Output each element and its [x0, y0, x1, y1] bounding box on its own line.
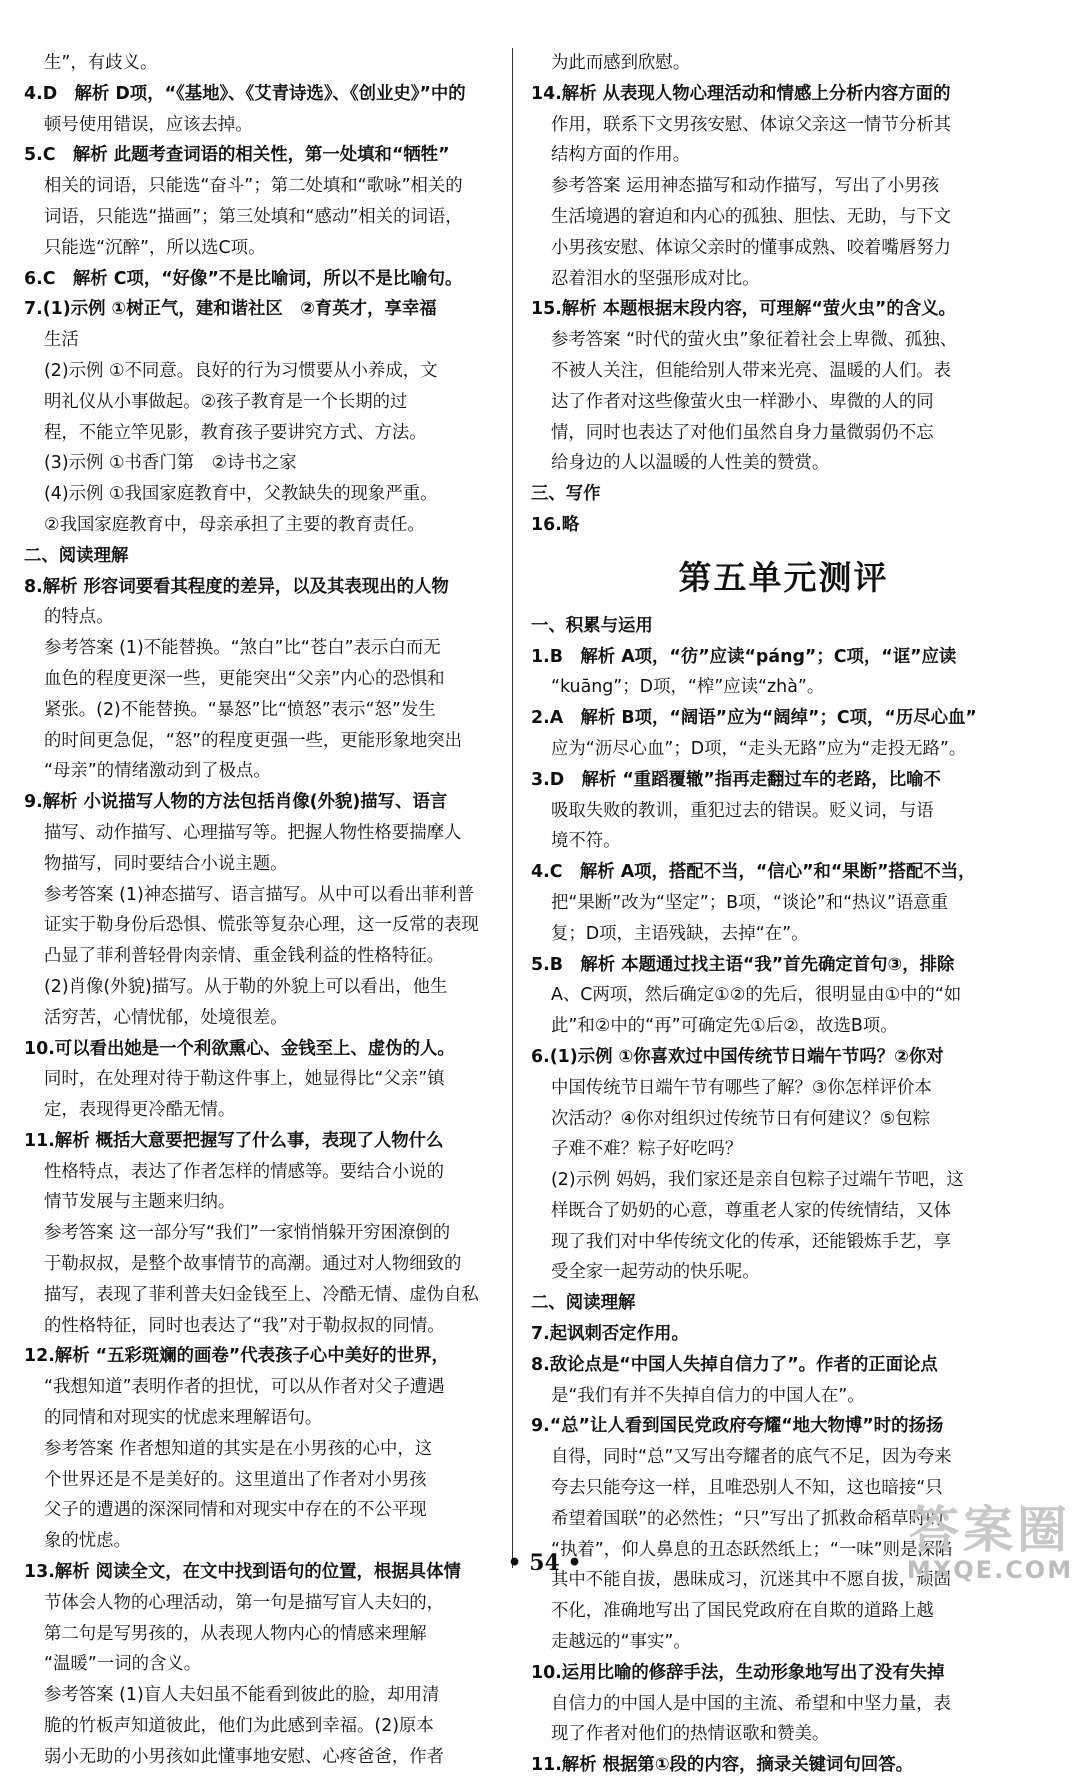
- text-line: 现了作者对他们的热情讴歌和赞美。: [551, 1724, 830, 1745]
- text-line: 给身边的人以温暖的人性美的赞赏。: [551, 453, 830, 474]
- text-line: 3.D 解析 “重蹈覆辙”指再走翻过车的老路，比喻不: [531, 769, 941, 790]
- section-heading: 二、阅读理解: [24, 545, 129, 566]
- text-line: (2)肖像(外貌)描写。从于勒的外貌上可以看出，他生: [44, 976, 448, 997]
- text-line: 生活: [44, 330, 79, 351]
- text-line: 应为“沥尽心血”；D项，“走头无路”应为“走投无路”。: [551, 738, 967, 759]
- text-line: 忍着泪水的坚强形成对比。: [551, 268, 760, 289]
- text-line: 其中不能自拔，愚昧成习，沉迷其中不愿自拔，顽固: [551, 1570, 951, 1591]
- text-line: 活穷苦，心情忧郁，处境很差。: [44, 1007, 288, 1028]
- text-line: 16.略: [531, 514, 580, 535]
- text-line: 参考答案 (1)不能替换。“煞白”比“苍白”表示白而无: [44, 638, 441, 659]
- text-line: 6.(1)示例 ①你喜欢过中国传统节日端午节吗？②你对: [531, 1046, 944, 1067]
- text-line: 参考答案 (1)盲人夫妇虽不能看到彼此的脸，却用清: [44, 1685, 440, 1706]
- text-line: 参考答案 这一部分写“我们”一家悄悄躲开穷困潦倒的: [44, 1223, 451, 1244]
- section-heading: 二、阅读理解: [531, 1293, 636, 1314]
- text-line: 的特点。: [44, 607, 114, 628]
- section-heading: 三、写作: [531, 484, 601, 505]
- text-line: 的时间更急促，“怒”的程度更强一些，更能形象地突出: [44, 730, 463, 751]
- text-line: “我想知道”表明作者的担忧，可以从作者对父子遭遇: [44, 1377, 445, 1398]
- text-line: 2.A 解析 B项，“阔语”应为“阔绰”；C项，“历尽心血”: [531, 708, 977, 729]
- text-line: 参考答案 运用神态描写和动作描写，写出了小男孩: [551, 176, 940, 197]
- text-line: 物描写，同时要结合小说主题。: [44, 853, 288, 874]
- text-line: 9.解析 小说描写人物的方法包括肖像(外貌)描写、语言: [24, 792, 448, 813]
- text-line: (2)示例 ①不同意。良好的行为习惯要从小养成，文: [44, 360, 438, 381]
- text-line: 把“果断”改为“坚定”；B项，“谈论”和“热议”语意重: [551, 892, 949, 913]
- text-line: 自得，同时“总”又写出夸耀者的底气不足，因为夸来: [551, 1447, 952, 1468]
- page-number: • 54 •: [507, 1550, 582, 1576]
- text-line: 参考答案 作者想知道的其实是在小男孩的心中，这: [44, 1438, 433, 1459]
- text-line: 夸去只能夸这一样，且唯恐别人不知，这也暗接“只: [551, 1478, 943, 1499]
- text-line: 希望着国联”的必然性；“只”写出了抓救命稻草时的: [551, 1508, 944, 1529]
- text-line: 12.解析 “五彩斑斓的画卷”代表孩子心中美好的世界，: [24, 1346, 449, 1367]
- text-line: 6.C 解析 C项，“好像”不是比喻词，所以不是比喻句。: [24, 268, 463, 289]
- text-line: 弱小无助的小男孩如此懂事地安慰、心疼爸爸，作者: [44, 1746, 444, 1767]
- text-line: 节体会人物的心理活动，第一句是描写盲人夫妇的，: [44, 1592, 444, 1613]
- right-column-bottom: [531, 611, 1036, 1781]
- text-line: 吸取失败的教训，重犯过去的错误。贬义词，与语: [551, 800, 934, 821]
- text-line: 此”和②中的“再”可确定先①后②，故选B项。: [551, 1016, 898, 1037]
- left-column: [24, 48, 529, 1773]
- text-line: 血色的程度更深一些，更能突出“父亲”内心的恐惧和: [44, 668, 445, 689]
- text-line: 走越远的“事实”。: [551, 1632, 691, 1653]
- right-column-top: [531, 48, 1036, 541]
- text-line: (2)示例 妈妈，我们家还是亲自包粽子过端午节吧，这: [551, 1170, 964, 1191]
- text-line: 5.C 解析 此题考查词语的相关性，第一处填和“牺牲”: [24, 145, 450, 166]
- text-line: 个世界还是不是美好的。这里道出了作者对小男孩: [44, 1469, 427, 1490]
- text-line: 小男孩安慰、体谅父亲时的懂事成熟、咬着嘴唇努力: [551, 237, 951, 258]
- text-line: 样既合了奶奶的心意，尊重老人家的传统情结，又体: [551, 1200, 951, 1221]
- text-line: 证实于勒身份后恐惧、慌张等复杂心理，这一反常的表现: [44, 915, 479, 936]
- text-line: 13.解析 阅读全文，在文中找到语句的位置，根据具体情: [24, 1562, 461, 1583]
- text-line: 11.解析 概括大意要把握写了什么事，表现了人物什么: [24, 1130, 444, 1151]
- text-line: 词语，只能选“描画”；第三处填和“感动”相关的词语，: [44, 206, 463, 227]
- text-line: “执着”，仰人鼻息的丑态跃然纸上；“一味”则是深陷: [551, 1539, 953, 1560]
- text-line: 7.起讽刺否定作用。: [531, 1324, 689, 1345]
- text-line: 中国传统节日端午节有哪些了解？③你怎样评价本: [551, 1077, 932, 1098]
- text-line: 达了作者对这些像萤火虫一样渺小、卑微的人的同: [551, 391, 934, 412]
- text-line: 10.运用比喻的修辞手法，生动形象地写出了没有失掉: [531, 1662, 945, 1683]
- unit-title: 第五单元测评: [678, 557, 889, 597]
- text-line: 情，同时也表达了对他们虽然自身力量微弱仍不忘: [551, 422, 934, 443]
- text-line: 受全家一起劳动的快乐呢。: [551, 1262, 760, 1283]
- text-line: 15.解析 本题根据末段内容，可理解“萤火虫”的含义。: [531, 299, 956, 320]
- text-line: 于勒叔叔，是整个故事情节的高潮。通过对人物细致的: [44, 1254, 462, 1275]
- text-line: 结构方面的作用。: [551, 145, 691, 166]
- text-line: 同时，在处理对待于勒这件事上，她显得比“父亲”镇: [44, 1069, 445, 1090]
- text-line: A、C两项，然后确定①②的先后，很明显由①中的“如: [551, 985, 962, 1006]
- text-line: 不被人关注，但能给别人带来光亮、温暖的人们。表: [551, 360, 951, 381]
- text-line: 8.解析 形容词要看其程度的差异，以及其表现出的人物: [24, 576, 449, 597]
- text-line: 8.敌论点是“中国人失掉自信力了”。作者的正面论点: [531, 1354, 938, 1375]
- watermark-text: 答案圈: [909, 1501, 1071, 1559]
- text-line: 情节发展与主题来归纳。: [44, 1192, 236, 1213]
- text-line: (4)示例 ①我国家庭教育中，父教缺失的现象严重。: [44, 484, 438, 505]
- text-line: 10.可以看出她是一个利欲熏心、金钱至上、虚伪的人。: [24, 1038, 455, 1059]
- text-line: 脆的竹板声知道彼此，他们为此感到幸福。(2)原本: [44, 1716, 434, 1737]
- text-line: “温暖”一词的含义。: [44, 1654, 202, 1675]
- text-line: 的同情和对现实的忧虑来理解语句。: [44, 1408, 323, 1429]
- watermark-url: MXQE.COM: [906, 1556, 1074, 1584]
- column-divider: [512, 48, 513, 1568]
- text-line: 父子的遭遇的深深同情和对现实中存在的不公平现: [44, 1500, 427, 1521]
- text-line: 生”，有歧义。: [44, 53, 158, 73]
- text-line: 境不符。: [551, 831, 621, 852]
- text-line: 凸显了菲利普轻骨肉亲情、重金钱利益的性格特征。: [44, 946, 444, 967]
- text-line: 描写、动作描写、心理描写等。把握人物性格要揣摩人: [44, 822, 462, 843]
- text-line: 5.B 解析 本题通过找主语“我”首先确定首句③，排除: [531, 954, 955, 975]
- text-line: 自信力的中国人是中国的主流、希望和中坚力量，表: [551, 1693, 951, 1714]
- text-line: 作用，联系下文男孩安慰、体谅父亲这一情节分析其: [551, 114, 951, 135]
- text-line: 不化，准确地写出了国民党政府在自欺的道路上越: [551, 1601, 934, 1622]
- watermark-logo: [900, 1490, 1080, 1595]
- text-line: 程，不能立竿见影，教育孩子要讲究方式、方法。: [44, 422, 427, 443]
- text-line: 14.解析 从表现人物心理活动和情感上分析内容方面的: [531, 83, 951, 104]
- text-line: 现了我们对中华传统文化的传承，还能锻炼手艺，享: [551, 1231, 951, 1252]
- text-line: 7.(1)示例 ①树正气，建和谐社区 ②育英才，享幸福: [24, 299, 437, 320]
- text-line: 参考答案 (1)神态描写、语言描写。从中可以看出菲利普: [44, 884, 475, 905]
- text-line: 为此而感到欣慰。: [551, 53, 691, 73]
- text-line: 的性格特征，同时也表达了“我”对于勒叔叔的同情。: [44, 1315, 445, 1336]
- text-line: 相关的词语，只能选“奋斗”；第二处填和“歌咏”相关的: [44, 176, 463, 197]
- text-line: 9.“总”让人看到国民党政府夸耀“地大物博”时的扬扬: [531, 1416, 944, 1437]
- text-line: 生活境遇的窘迫和内心的孤独、胆怯、无助，与下文: [551, 206, 951, 227]
- text-line: 定，表现得更冷酷无情。: [44, 1100, 236, 1121]
- text-line: 参考答案 “时代的萤火虫”象征着社会上卑微、孤独、: [551, 330, 958, 351]
- text-line: 明礼仪从小事做起。②孩子教育是一个长期的过: [44, 391, 408, 412]
- text-line: 1.B 解析 A项，“彷”应读“páng”；C项，“诓”应读: [531, 646, 957, 667]
- text-line: 4.C 解析 A项，搭配不当，“信心”和“果断”搭配不当，: [531, 862, 976, 883]
- text-line: 子难不难？粽子好吃吗？: [551, 1139, 743, 1160]
- text-line: 只能选“沉醉”，所以选C项。: [44, 237, 266, 258]
- text-line: 象的忧虑。: [44, 1531, 131, 1552]
- text-line: 顿号使用错误，应该去掉。: [44, 114, 253, 135]
- text-line: 紧张。(2)不能替换。“暴怒”比“愤怒”表示“怒”发生: [44, 699, 436, 720]
- text-line: 11.解析 根据第①段的内容，摘录关键词句回答。: [531, 1755, 914, 1776]
- text-line: 复；D项，主语残缺，去掉“在”。: [551, 923, 809, 944]
- section-heading: 一、积累与运用: [531, 615, 653, 636]
- text-line: 第二句是写男孩的，从表现人物内心的情感来理解: [44, 1623, 427, 1644]
- text-line: “母亲”的情绪激动到了极点。: [44, 761, 271, 782]
- text-line: (3)示例 ①书香门第 ②诗书之家: [44, 453, 297, 474]
- text-line: 次活动？④你对组织过传统节日有何建议？⑤包粽: [551, 1108, 930, 1129]
- text-line: 性格特点，表达了作者怎样的情感等。要结合小说的: [44, 1161, 444, 1182]
- text-line: ②我国家庭教育中，母亲承担了主要的教育责任。: [44, 514, 425, 535]
- text-line: 4.D 解析 D项，“《基地》、《艾青诗选》、《创业史》”中的: [24, 83, 466, 104]
- text-line: 是“我们有并不失掉自信力的中国人在”。: [551, 1385, 865, 1406]
- text-line: 描写，表现了菲利普夫妇金钱至上、冷酷无情、虚伪自私: [44, 1284, 479, 1305]
- text-line: “kuāng”；D项，“榨”应读“zhà”。: [551, 677, 825, 698]
